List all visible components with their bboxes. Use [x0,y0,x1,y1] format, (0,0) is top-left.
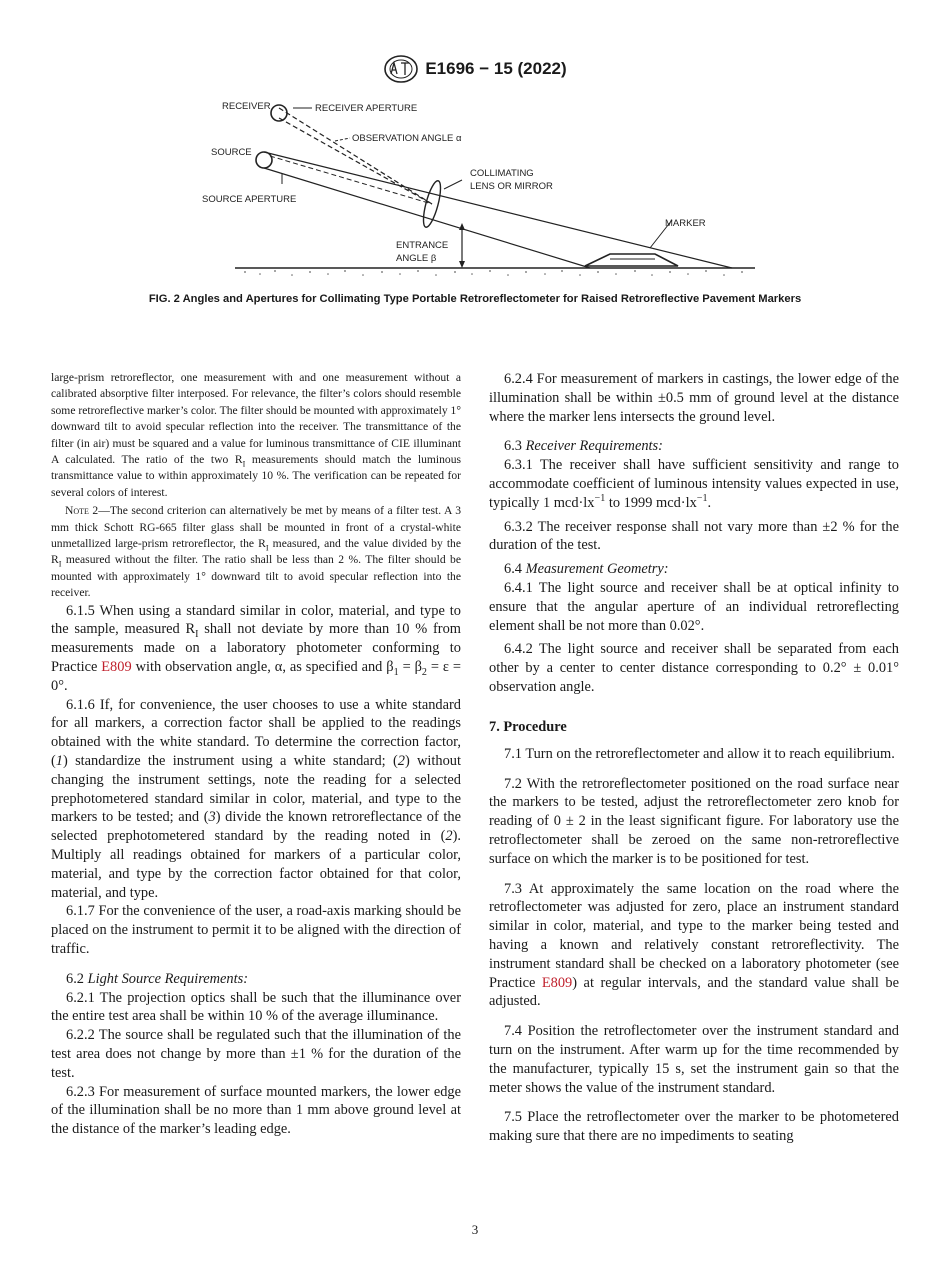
left-column [51,370,461,1139]
label-collimating-1: COLLIMATING [470,168,534,179]
ground-texture [244,270,743,276]
paragraph-6-2-1: 6.2.1 The projection optics shall be such that the illuminance over the entire test area shall be within 10 % of the average illuminance. [51,989,461,1025]
document-id: E1696 − 15 (2022) [425,59,567,78]
label-source-aperture: SOURCE APERTURE [202,194,297,205]
paragraph-6-2-4: 6.2.4 For measurement of markers in castings, the lower edge of the illumination shall be within ±0.5 mm of ground level at the distance where the marker lens intersects the ground level. [489,371,899,425]
paragraph-6-1-5: 6.1.5 When using a standard similar in color, material, and type to the sample, measured $R_I$ shall not deviate by more than 10 % from measurements made on a laboratory photometer conforming to Practice E809 with observation angle, α, as specified and $\beta_1 = \beta_2 = \varepsilon = 0^\circ$. [51,602,461,694]
label-entrance-1: ENTRANCE [396,240,449,251]
link-e809[interactable]: E809 [101,659,132,676]
paragraph-7-1: 7.1 Turn on the retroreflectometer and allow it to reach equilibrium. [504,745,895,762]
section-6-4-heading: 6.4 Measurement Geometry: [504,561,669,578]
paragraph-6-1-6: 6.1.6 If, for convenience, the user chooses to use a white standard for all markers, a correction factor shall be applied to the readings obtained with the white standard. To determine the correction factor, (1) standardize the instrument using a white standard; (2) without changing the instrument settings, note the reading for a selected prephotometered standard similar in color, material, and type to the markers to be tested; and (3) divide the known retroreflectance of the selected prephotometered standard by the reading noted in (2). Multiply all readings obtained for markers of a particular color, material, and type by the correction factor obtained for that color, material, and type. [51,696,462,901]
paragraph-6-4-1: 6.4.1 The light source and receiver shall be at optical infinity to ensure that the angular aperture of an individual retroreflecting element shall be not more than 0.02°. [489,579,899,634]
astm-logo-icon [383,54,419,84]
page-header [0,54,950,89]
paragraph-6-4-2: 6.4.2 The light source and receiver shall be separated from each other by a center to center distance corresponding to 0.2° ± 0.01° observation angle. [489,641,899,695]
paragraph-7-2: 7.2 With the retroreflectometer positioned on the road surface near the markers to be tested, adjust the retroreflectometer zero knob for reading of 0 ± 2 in the least significant figure. For laboratory use the retroflectometer shall be zeroed on the same non-retroreflective surface on which the marker is to be positioned for test. [489,775,899,867]
label-receiver-aperture: RECEIVER APERTURE [315,103,418,114]
paragraph-6-3-2: 6.3.2 The receiver response shall not vary more than ±2 % for the duration of the test. [489,518,899,554]
right-column [489,370,899,1146]
link-e809-2[interactable]: E809 [541,974,573,991]
label-collimating-2: LENS OR MIRROR [470,181,553,192]
label-receiver: RECEIVER [222,101,271,112]
section-6-3-heading: 6.3 Receiver Requirements: [504,438,663,455]
paragraph-6-2-2: 6.2.2 The source shall be regulated such that the illumination of the test area does not change by more than ±1 % for the duration of the test. [51,1027,461,1081]
page-number: 3 [471,1222,479,1237]
figure-caption: FIG. 2 Angles and Apertures for Collimating Type Portable Retroreflectometer for Raised Retroreflective Pavement Markers [148,293,802,305]
marker-shape [585,254,678,266]
note-2: Note 2—The second criterion can alternatively be met by means of a filter test. A 3 mm thick Schott RG-665 filter glass shall be mounted in front of a crystal-white unmetallized large-prism retroreflector, the $R_I$ measured, and the value divided by the $R_I$ measured without the filter. The ratio shall be less than 2 %. The filter should be mounted with approximately 1° downward tilt to avoid specular reflection into the receiver. [51,504,461,600]
paragraph-7-3: 7.3 At approximately the same location on the road where the retroflectometer was adjusted for zero, place an instrument standard similar in color, material, and type to the marker being tested and having a known and relatively constant retroreflectivity. The instrument standard shall be checked on a laboratory photometer (see Practice E809) at regular intervals, and the standard value shall be adjusted. [489,880,899,1010]
label-source: SOURCE [211,147,252,158]
figure-2-diagram [200,96,760,286]
source-circle [256,152,272,168]
section-6-2-heading: 6.2 Light Source Requirements: [66,970,249,987]
continued-paragraph: large-prism retroreflector, one measurement with and one measurement without a calibrated absorptive filter interposed. For relevance, the filter’s colors should resemble some retroreflective marker’s color. The filter should be mounted with approximately 1° downward tilt to avoid specular reflection into the receiver. The transmittance of the filter (in air) must be squared and a value for luminous transmittance of CIE illuminant A calculated. The ratio of the two $R_I$ measurements should match the luminous transmittance value to within approximately 10 %. The verification can be repeated for several colors of interest. [51,371,462,499]
paragraph-7-5: 7.5 Place the retroflectometer over the marker to be photometered making sure that there are no impediments to seating [489,1109,899,1145]
paragraph-6-2-3: 6.2.3 For measurement of surface mounted markers, the lower edge of the illumination shall be no more than 1 mm above ground level at the distance of the marker’s leading edge. [51,1083,461,1138]
label-entrance-2: ANGLE β [396,253,437,264]
label-observation-angle: OBSERVATION ANGLE α [352,133,462,144]
section-7-heading: 7. Procedure [489,718,567,735]
paragraph-6-3-1: 6.3.1 The receiver shall have sufficient sensitivity and range to accommodate coefficient of luminous intensity values expected in use, typically 1 $mcd\cdot lx^{-1}$ to 1999 $mcd\cdot lx^{-1}$. [489,457,899,511]
paragraph-7-4: 7.4 Position the retroflectometer over the instrument standard and turn on the instrument. After warm up for the time recommended by the manufacturer, typically 15 s, set the instrument gain so that the meter shows the value of the instrument standard. [489,1023,899,1096]
paragraph-6-1-7: 6.1.7 For the convenience of the user, a road-axis marking should be placed on the instrument to permit it to be aligned with the direction of traffic. [51,903,461,958]
label-marker: MARKER [665,218,706,229]
